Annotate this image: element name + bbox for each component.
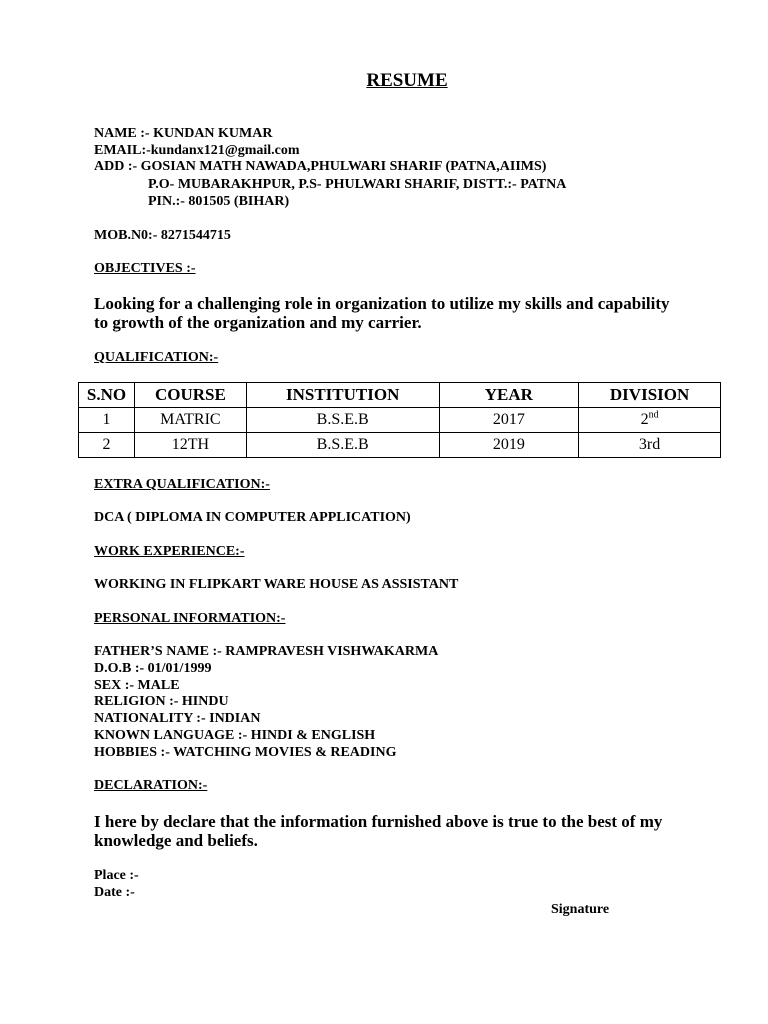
objectives-heading: OBJECTIVES :- <box>94 261 196 276</box>
cell-course: MATRIC <box>134 408 246 433</box>
name-line: NAME :- KUNDAN KUMAR <box>94 126 273 141</box>
objectives-line-1: Looking for a challenging role in organization to utilize my skills and capability <box>94 294 670 313</box>
cell-year: 2017 <box>439 408 579 433</box>
religion-line: RELIGION :- HINDU <box>94 694 229 709</box>
table-row <box>79 408 721 433</box>
sex-line: SEX :- MALE <box>94 678 180 693</box>
declaration-line-2: knowledge and beliefs. <box>94 831 258 850</box>
cell-year: 2019 <box>439 433 579 458</box>
objectives-line-2: to growth of the organization and my carrier. <box>94 313 422 332</box>
column-header-course: COURSE <box>134 383 246 408</box>
declaration-line-1: I here by declare that the information furnished above is true to the best of my <box>94 812 663 831</box>
email-line: EMAIL:-kundanx121@gmail.com <box>94 143 300 158</box>
address-line-3: PIN.:- 801505 (BIHAR) <box>148 194 290 209</box>
qualification-heading: QUALIFICATION:- <box>94 350 219 365</box>
qualification-table <box>78 382 721 458</box>
mobile-line: MOB.N0:- 8271544715 <box>94 228 231 243</box>
column-header-sno: S.NO <box>79 383 135 408</box>
cell-institution: B.S.E.B <box>246 433 439 458</box>
extra-qualification-value: DCA ( DIPLOMA IN COMPUTER APPLICATION) <box>94 510 411 525</box>
personal-information-heading: PERSONAL INFORMATION:- <box>94 611 286 626</box>
column-header-institution: INSTITUTION <box>246 383 439 408</box>
cell-sno: 2 <box>79 433 135 458</box>
column-header-division: DIVISION <box>579 383 721 408</box>
table-header-row <box>79 383 721 408</box>
division-ordinal: nd <box>648 409 659 421</box>
date-line: Date :- <box>94 885 135 900</box>
work-experience-heading: WORK EXPERIENCE:- <box>94 544 245 559</box>
nationality-line: NATIONALITY :- INDIAN <box>94 711 261 726</box>
column-header-year: YEAR <box>439 383 579 408</box>
page-title: RESUME <box>366 70 448 91</box>
declaration-heading: DECLARATION:- <box>94 778 208 793</box>
cell-division <box>579 408 721 433</box>
work-experience-value: WORKING IN FLIPKART WARE HOUSE AS ASSISTANT <box>94 577 459 592</box>
cell-division <box>579 433 721 458</box>
hobbies-line: HOBBIES :- WATCHING MOVIES & READING <box>94 745 397 760</box>
signature-label: Signature <box>551 902 610 917</box>
cell-course: 12TH <box>134 433 246 458</box>
cell-sno: 1 <box>79 408 135 433</box>
dob-line: D.O.B :- 01/01/1999 <box>94 661 212 676</box>
table-row <box>79 433 721 458</box>
place-line: Place :- <box>94 868 139 883</box>
cell-institution: B.S.E.B <box>246 408 439 433</box>
language-line: KNOWN LANGUAGE :- HINDI & ENGLISH <box>94 728 376 743</box>
father-name-line: FATHER’S NAME :- RAMPRAVESH VISHWAKARMA <box>94 644 439 659</box>
address-line-2: P.O- MUBARAKHPUR, P.S- PHULWARI SHARIF, DISTT.:- PATNA <box>148 177 567 192</box>
division-value: 3rd <box>638 436 661 453</box>
extra-qualification-heading: EXTRA QUALIFICATION:- <box>94 477 270 492</box>
division-value: 2 <box>640 411 649 428</box>
address-line-1: ADD :- GOSIAN MATH NAWADA,PHULWARI SHARIF (PATNA,AIIMS) <box>94 159 547 174</box>
